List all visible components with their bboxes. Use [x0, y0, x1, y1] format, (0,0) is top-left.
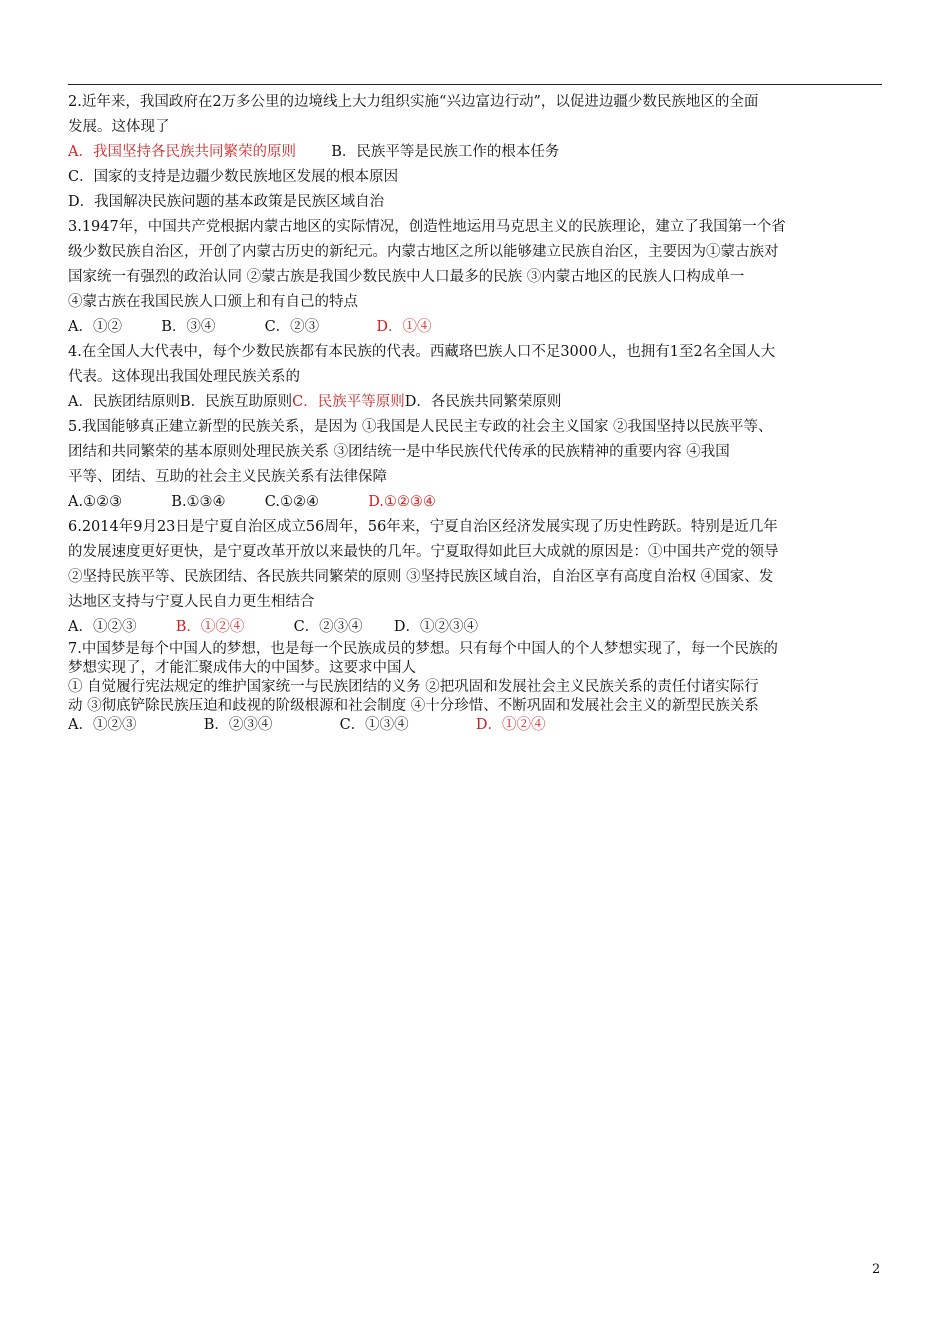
answer-option-b: B．民族互助原则 — [179, 394, 293, 410]
answer-option-c: C．①③④ — [339, 717, 409, 733]
question-stem: 代表。这体现出我国处理民族关系的 — [68, 369, 300, 385]
answer-option-b: B．民族平等是民族工作的根本任务 — [331, 144, 560, 160]
option-row — [68, 315, 882, 340]
option-row — [68, 390, 882, 415]
question-stem: 4.在全国人大代表中，每个少数民族都有本民族的代表。西藏珞巴族人口不足3000人，也拥有1至2名全国人大 — [68, 344, 776, 360]
question-stem: 7.中国梦是每个中国人的梦想，也是每一个民族成员的梦想。只有每个中国人的个人梦想实现了，每一个民族的 — [68, 641, 778, 657]
answer-option-a: A．①②③ — [68, 619, 137, 635]
question-list — [68, 90, 882, 735]
question-stem: 的发展速度更好更快，是宁夏改革开放以来最快的几年。宁夏取得如此巨大成就的原因是：①中国共产党的领导 — [68, 544, 779, 560]
answer-option-d: D．我国解决民族问题的基本政策是民族区域自治 — [68, 194, 385, 210]
answer-option-d: D．各民族共同繁荣原则 — [404, 394, 562, 410]
question-2 — [68, 90, 882, 215]
question-stem: 发展。这体现了 — [68, 119, 170, 135]
question-stem: 达地区支持与宁夏人民自力更生相结合 — [68, 594, 315, 610]
answer-option-a: A．民族团结原则 — [68, 394, 180, 410]
question-stem: 国家统一有强烈的政治认同 ②蒙古族是我国少数民族中人口最多的民族 ③内蒙古地区的民族人口构成单一 — [68, 269, 745, 285]
question-7 — [68, 640, 882, 735]
answer-option-c: C．②③④ — [293, 619, 363, 635]
answer-option-b: B．②③④ — [203, 717, 273, 733]
option-row — [68, 615, 882, 640]
answer-option-b: B.①③④ — [171, 494, 226, 510]
answer-option-c: C．②③ — [264, 319, 320, 335]
question-stem: ① 自觉履行宪法规定的维护国家统一与民族团结的义务 ②把巩固和发展社会主义民族关系的责任付诸实际行 — [68, 679, 759, 695]
answer-option-c: C．民族平等原则 — [292, 394, 405, 410]
question-3 — [68, 215, 882, 340]
question-stem: 5.我国能够真正建立新型的民族关系，是因为 ①我国是人民民主专政的社会主义国家 ②我国坚持以民族平等、 — [68, 419, 773, 435]
question-6 — [68, 515, 882, 640]
answer-option-c: C．国家的支持是边疆少数民族地区发展的根本原因 — [68, 169, 399, 185]
question-stem: 团结和共同繁荣的基本原则处理民族关系 ③团结统一是中华民族代代传承的民族精神的重要内容 ④我国 — [68, 444, 730, 460]
answer-option-a: A．我国坚持各民族共同繁荣的原则 — [68, 144, 296, 160]
answer-option-d: D．①②④ — [475, 717, 546, 733]
question-stem: ②坚持民族平等、民族团结、各民族共同繁荣的原则 ③坚持民族区域自治，自治区享有高度自治权 ④国家、发 — [68, 569, 774, 585]
question-stem: 平等、团结、互助的社会主义民族关系有法律保障 — [68, 469, 387, 485]
question-stem: ④蒙古族在我国民族人口颁上和有自己的特点 — [68, 294, 358, 310]
question-stem: 6.2014年9月23日是宁夏自治区成立56周年，56年来，宁夏自治区经济发展实现了历史性跨跃。特别是近几年 — [68, 519, 778, 535]
question-stem: 3.1947年，中国共产党根据内蒙古地区的实际情况，创造性地运用马克思主义的民族理论，建立了我国第一个省 — [68, 219, 786, 235]
answer-option-b: B．①②④ — [175, 619, 245, 635]
answer-option-a: A．①② — [68, 319, 122, 335]
answer-option-b: B．③④ — [161, 319, 216, 335]
answer-option-a: A．①②③ — [68, 717, 137, 733]
question-stem: 级少数民族自治区，开创了内蒙古历史的新纪元。内蒙古地区之所以能够建立民族自治区，主要因为①蒙古族对 — [68, 244, 779, 260]
answer-option-d: D．①④ — [376, 319, 432, 335]
answer-option-d: D．①②③④ — [393, 619, 479, 635]
answer-option-d: D.①②③④ — [368, 494, 436, 510]
header-rule — [68, 84, 882, 85]
question-4 — [68, 340, 882, 415]
page-number: 2 — [872, 1262, 881, 1277]
question-5 — [68, 415, 882, 515]
question-stem: 2.近年来，我国政府在2万多公里的边境线上大力组织实施“兴边富边行动”，以促进边疆少数民族地区的全面 — [68, 94, 759, 110]
option-row — [68, 716, 882, 735]
answer-option-c: C.①②④ — [264, 494, 319, 510]
question-stem: 梦想实现了，才能汇聚成伟大的中国梦。这要求中国人 — [68, 660, 416, 676]
answer-option-a: A.①②③ — [68, 494, 123, 510]
option-row — [68, 140, 882, 165]
question-stem: 动 ③彻底铲除民族压迫和歧视的阶级根源和社会制度 ④十分珍惜、不断巩固和发展社会主义的新型民族关系 — [68, 698, 759, 714]
option-row — [68, 490, 882, 515]
